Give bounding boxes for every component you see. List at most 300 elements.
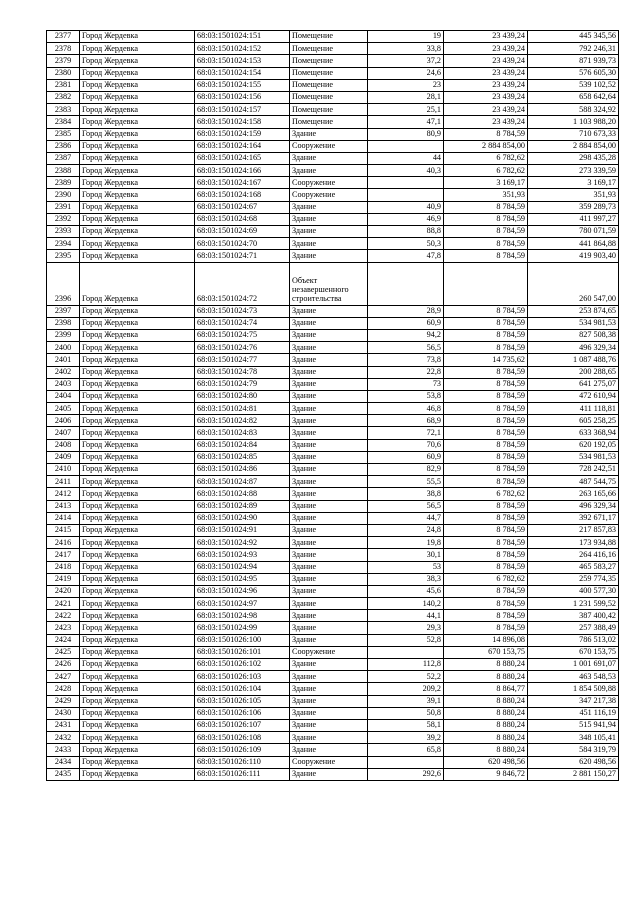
table-row [47, 524, 619, 536]
object-type-cell: Здание [290, 317, 368, 329]
unit-value-cell: 8 784,59 [444, 390, 528, 402]
cadastral-value-cell: 1 001 691,07 [528, 659, 619, 671]
object-type-cell: Сооружение [290, 140, 368, 152]
unit-value-cell: 23 439,24 [444, 55, 528, 67]
table-row [47, 354, 619, 366]
object-type-cell: Здание [290, 500, 368, 512]
row-number-cell: 2428 [47, 683, 80, 695]
object-type-cell: Здание [290, 226, 368, 238]
unit-value-cell: 6 782,62 [444, 488, 528, 500]
table-row [47, 226, 619, 238]
table-row [47, 55, 619, 67]
row-number-cell: 2408 [47, 439, 80, 451]
table-row [47, 140, 619, 152]
locality-cell: Город Жердевка [80, 317, 195, 329]
cadastral-number-cell: 68:03:1501024:151 [195, 31, 290, 43]
table-row [47, 610, 619, 622]
unit-value-cell: 23 439,24 [444, 91, 528, 103]
object-type-cell: Здание [290, 165, 368, 177]
cadastral-number-cell: 68:03:1501024:96 [195, 585, 290, 597]
locality-cell: Город Жердевка [80, 744, 195, 756]
table-row [47, 262, 619, 305]
unit-value-cell: 2 884 854,00 [444, 140, 528, 152]
table-row [47, 177, 619, 189]
object-type-cell: Здание [290, 427, 368, 439]
area-cell: 58,1 [368, 719, 444, 731]
cadastral-number-cell: 68:03:1501024:156 [195, 91, 290, 103]
table-row [47, 671, 619, 683]
area-cell: 24,8 [368, 524, 444, 536]
table-row [47, 549, 619, 561]
area-cell: 19 [368, 31, 444, 43]
cadastral-value-cell: 588 324,92 [528, 104, 619, 116]
cadastral-number-cell: 68:03:1501024:91 [195, 524, 290, 536]
area-cell: 73 [368, 378, 444, 390]
cadastral-value-cell: 359 289,73 [528, 201, 619, 213]
locality-cell: Город Жердевка [80, 512, 195, 524]
area-cell: 60,9 [368, 317, 444, 329]
cadastral-number-cell: 68:03:1501024:154 [195, 67, 290, 79]
row-number-cell: 2419 [47, 573, 80, 585]
cadastral-number-cell: 68:03:1501026:101 [195, 646, 290, 658]
unit-value-cell: 670 153,75 [444, 646, 528, 658]
unit-value-cell: 8 784,59 [444, 585, 528, 597]
cadastral-value-cell: 347 217,38 [528, 695, 619, 707]
area-cell: 22,8 [368, 366, 444, 378]
locality-cell: Город Жердевка [80, 634, 195, 646]
object-type-cell: Здание [290, 732, 368, 744]
row-number-cell: 2420 [47, 585, 80, 597]
unit-value-cell: 8 784,59 [444, 537, 528, 549]
row-number-cell: 2429 [47, 695, 80, 707]
table-row [47, 329, 619, 341]
unit-value-cell: 8 784,59 [444, 226, 528, 238]
unit-value-cell: 8 784,59 [444, 250, 528, 262]
cadastral-number-cell: 68:03:1501024:164 [195, 140, 290, 152]
row-number-cell: 2395 [47, 250, 80, 262]
cadastral-number-cell: 68:03:1501024:77 [195, 354, 290, 366]
table-row [47, 598, 619, 610]
cadastral-value-cell: 264 416,16 [528, 549, 619, 561]
cadastral-value-cell: 534 981,53 [528, 451, 619, 463]
cadastral-value-cell: 260 547,00 [528, 262, 619, 305]
locality-cell: Город Жердевка [80, 226, 195, 238]
locality-cell: Город Жердевка [80, 732, 195, 744]
cadastral-number-cell: 68:03:1501024:87 [195, 476, 290, 488]
locality-cell: Город Жердевка [80, 451, 195, 463]
table-row [47, 451, 619, 463]
object-type-cell: Здание [290, 524, 368, 536]
cadastral-number-cell: 68:03:1501024:153 [195, 55, 290, 67]
row-number-cell: 2423 [47, 622, 80, 634]
object-type-cell: Помещение [290, 79, 368, 91]
cadastral-number-cell: 68:03:1501024:95 [195, 573, 290, 585]
cadastral-number-cell: 68:03:1501026:105 [195, 695, 290, 707]
cadastral-value-cell: 419 903,40 [528, 250, 619, 262]
area-cell: 19,8 [368, 537, 444, 549]
cadastral-number-cell: 68:03:1501024:97 [195, 598, 290, 610]
cadastral-value-cell: 1 854 509,88 [528, 683, 619, 695]
row-number-cell: 2412 [47, 488, 80, 500]
locality-cell: Город Жердевка [80, 561, 195, 573]
table-row [47, 488, 619, 500]
area-cell: 39,1 [368, 695, 444, 707]
cadastral-value-cell: 620 498,56 [528, 756, 619, 768]
row-number-cell: 2380 [47, 67, 80, 79]
unit-value-cell: 8 784,59 [444, 366, 528, 378]
area-cell: 24,6 [368, 67, 444, 79]
unit-value-cell: 14 896,08 [444, 634, 528, 646]
table-row [47, 756, 619, 768]
unit-value-cell: 8 880,24 [444, 732, 528, 744]
row-number-cell: 2425 [47, 646, 80, 658]
cadastral-number-cell: 68:03:1501024:79 [195, 378, 290, 390]
unit-value-cell: 3 169,17 [444, 177, 528, 189]
area-cell: 25,1 [368, 104, 444, 116]
area-cell: 73,8 [368, 354, 444, 366]
object-type-cell: Здание [290, 329, 368, 341]
area-cell: 68,9 [368, 415, 444, 427]
cadastral-value-cell: 780 071,59 [528, 226, 619, 238]
row-number-cell: 2402 [47, 366, 80, 378]
row-number-cell: 2413 [47, 500, 80, 512]
locality-cell: Город Жердевка [80, 695, 195, 707]
area-cell [368, 646, 444, 658]
table-row [47, 91, 619, 103]
row-number-cell: 2417 [47, 549, 80, 561]
object-type-cell: Здание [290, 707, 368, 719]
object-type-cell: Здание [290, 342, 368, 354]
area-cell: 28,9 [368, 305, 444, 317]
object-type-cell: Здание [290, 585, 368, 597]
cadastral-value-cell: 392 671,17 [528, 512, 619, 524]
locality-cell: Город Жердевка [80, 524, 195, 536]
unit-value-cell: 8 784,59 [444, 622, 528, 634]
object-type-cell: Помещение [290, 116, 368, 128]
unit-value-cell: 6 782,62 [444, 165, 528, 177]
table-row [47, 31, 619, 43]
locality-cell: Город Жердевка [80, 719, 195, 731]
cadastral-value-cell: 515 941,94 [528, 719, 619, 731]
locality-cell: Город Жердевка [80, 585, 195, 597]
row-number-cell: 2418 [47, 561, 80, 573]
locality-cell: Город Жердевка [80, 671, 195, 683]
cadastral-value-cell: 605 258,25 [528, 415, 619, 427]
cadastral-value-cell: 670 153,75 [528, 646, 619, 658]
object-type-cell: Здание [290, 201, 368, 213]
cadastral-value-cell: 411 997,27 [528, 213, 619, 225]
locality-cell: Город Жердевка [80, 598, 195, 610]
row-number-cell: 2398 [47, 317, 80, 329]
cadastral-value-cell: 400 577,30 [528, 585, 619, 597]
object-type-cell: Здание [290, 634, 368, 646]
cadastral-value-cell: 451 116,19 [528, 707, 619, 719]
locality-cell: Город Жердевка [80, 165, 195, 177]
table-row [47, 67, 619, 79]
row-number-cell: 2382 [47, 91, 80, 103]
area-cell: 112,8 [368, 659, 444, 671]
row-number-cell: 2406 [47, 415, 80, 427]
object-type-cell: Здание [290, 488, 368, 500]
table-row [47, 659, 619, 671]
cadastral-value-cell: 584 319,79 [528, 744, 619, 756]
row-number-cell: 2433 [47, 744, 80, 756]
object-type-cell: Объект незавершенного строительства [290, 262, 368, 305]
row-number-cell: 2411 [47, 476, 80, 488]
object-type-cell: Здание [290, 719, 368, 731]
area-cell: 52,8 [368, 634, 444, 646]
locality-cell: Город Жердевка [80, 646, 195, 658]
row-number-cell: 2407 [47, 427, 80, 439]
table-row [47, 317, 619, 329]
cadastral-value-cell: 1 103 988,20 [528, 116, 619, 128]
table-row [47, 707, 619, 719]
cadastral-value-cell: 441 864,88 [528, 238, 619, 250]
row-number-cell: 2400 [47, 342, 80, 354]
table-row [47, 305, 619, 317]
unit-value-cell: 23 439,24 [444, 43, 528, 55]
cadastral-number-cell: 68:03:1501024:70 [195, 238, 290, 250]
table-row [47, 390, 619, 402]
object-type-cell: Здание [290, 598, 368, 610]
area-cell: 60,9 [368, 451, 444, 463]
area-cell: 292,6 [368, 768, 444, 780]
area-cell: 46,8 [368, 403, 444, 415]
object-type-cell: Здание [290, 390, 368, 402]
table-row [47, 427, 619, 439]
locality-cell: Город Жердевка [80, 427, 195, 439]
object-type-cell: Здание [290, 250, 368, 262]
locality-cell: Город Жердевка [80, 342, 195, 354]
cadastral-value-cell: 2 884 854,00 [528, 140, 619, 152]
unit-value-cell: 23 439,24 [444, 104, 528, 116]
cadastral-value-cell: 263 165,66 [528, 488, 619, 500]
locality-cell: Город Жердевка [80, 476, 195, 488]
unit-value-cell: 23 439,24 [444, 31, 528, 43]
area-cell [368, 189, 444, 201]
object-type-cell: Помещение [290, 55, 368, 67]
cadastral-value-cell: 411 118,81 [528, 403, 619, 415]
cadastral-value-cell: 200 288,65 [528, 366, 619, 378]
cadastral-value-cell: 351,93 [528, 189, 619, 201]
cadastral-number-cell: 68:03:1501024:98 [195, 610, 290, 622]
cadastral-value-cell: 1 231 599,52 [528, 598, 619, 610]
table-row [47, 79, 619, 91]
cadastral-number-cell: 68:03:1501024:93 [195, 549, 290, 561]
area-cell: 38,8 [368, 488, 444, 500]
object-type-cell: Помещение [290, 67, 368, 79]
cadastral-value-cell: 633 368,94 [528, 427, 619, 439]
area-cell: 72,1 [368, 427, 444, 439]
unit-value-cell: 8 784,59 [444, 598, 528, 610]
object-type-cell: Здание [290, 610, 368, 622]
cadastral-value-cell: 641 275,07 [528, 378, 619, 390]
row-number-cell: 2416 [47, 537, 80, 549]
unit-value-cell: 8 880,24 [444, 707, 528, 719]
cadastral-value-cell: 257 388,49 [528, 622, 619, 634]
cadastral-number-cell: 68:03:1501024:158 [195, 116, 290, 128]
unit-value-cell: 8 784,59 [444, 213, 528, 225]
row-number-cell: 2435 [47, 768, 80, 780]
area-cell: 39,2 [368, 732, 444, 744]
area-cell: 82,9 [368, 464, 444, 476]
object-type-cell: Здание [290, 128, 368, 140]
locality-cell: Город Жердевка [80, 31, 195, 43]
table-row [47, 476, 619, 488]
cadastral-number-cell: 68:03:1501024:75 [195, 329, 290, 341]
locality-cell: Город Жердевка [80, 189, 195, 201]
locality-cell: Город Жердевка [80, 707, 195, 719]
cadastral-value-cell: 496 329,34 [528, 500, 619, 512]
row-number-cell: 2403 [47, 378, 80, 390]
table-body [47, 31, 619, 781]
locality-cell: Город Жердевка [80, 305, 195, 317]
cadastral-value-cell: 487 544,75 [528, 476, 619, 488]
cadastral-value-cell: 387 400,42 [528, 610, 619, 622]
cadastral-value-cell: 827 508,38 [528, 329, 619, 341]
object-type-cell: Здание [290, 573, 368, 585]
unit-value-cell: 8 784,59 [444, 427, 528, 439]
row-number-cell: 2421 [47, 598, 80, 610]
cadastral-number-cell: 68:03:1501024:88 [195, 488, 290, 500]
cadastral-value-cell: 259 774,35 [528, 573, 619, 585]
area-cell: 50,8 [368, 707, 444, 719]
object-type-cell: Здание [290, 152, 368, 164]
locality-cell: Город Жердевка [80, 390, 195, 402]
area-cell: 23 [368, 79, 444, 91]
unit-value-cell: 23 439,24 [444, 116, 528, 128]
table-row [47, 768, 619, 780]
area-cell: 55,5 [368, 476, 444, 488]
cadastral-value-cell: 534 981,53 [528, 317, 619, 329]
cadastral-number-cell: 68:03:1501024:74 [195, 317, 290, 329]
object-type-cell: Здание [290, 671, 368, 683]
object-type-cell: Помещение [290, 43, 368, 55]
object-type-cell: Здание [290, 537, 368, 549]
area-cell: 44 [368, 152, 444, 164]
cadastral-value-cell: 472 610,94 [528, 390, 619, 402]
cadastral-number-cell: 68:03:1501024:155 [195, 79, 290, 91]
cadastral-number-cell: 68:03:1501024:76 [195, 342, 290, 354]
row-number-cell: 2389 [47, 177, 80, 189]
row-number-cell: 2397 [47, 305, 80, 317]
unit-value-cell: 8 784,59 [444, 561, 528, 573]
area-cell: 28,1 [368, 91, 444, 103]
area-cell: 140,2 [368, 598, 444, 610]
locality-cell: Город Жердевка [80, 756, 195, 768]
locality-cell: Город Жердевка [80, 213, 195, 225]
table-row [47, 439, 619, 451]
unit-value-cell: 8 784,59 [444, 549, 528, 561]
row-number-cell: 2390 [47, 189, 80, 201]
object-type-cell: Помещение [290, 31, 368, 43]
object-type-cell: Здание [290, 238, 368, 250]
area-cell: 94,2 [368, 329, 444, 341]
row-number-cell: 2399 [47, 329, 80, 341]
object-type-cell: Здание [290, 464, 368, 476]
object-type-cell: Здание [290, 695, 368, 707]
table-row [47, 238, 619, 250]
area-cell: 52,2 [368, 671, 444, 683]
area-cell: 47,8 [368, 250, 444, 262]
locality-cell: Город Жердевка [80, 201, 195, 213]
cadastral-number-cell: 68:03:1501026:104 [195, 683, 290, 695]
row-number-cell: 2427 [47, 671, 80, 683]
unit-value-cell: 14 735,62 [444, 354, 528, 366]
cadastral-value-cell: 710 673,33 [528, 128, 619, 140]
cadastral-number-cell: 68:03:1501024:157 [195, 104, 290, 116]
locality-cell: Город Жердевка [80, 366, 195, 378]
row-number-cell: 2377 [47, 31, 80, 43]
object-type-cell: Здание [290, 378, 368, 390]
unit-value-cell: 8 784,59 [444, 128, 528, 140]
cadastral-number-cell: 68:03:1501024:166 [195, 165, 290, 177]
object-type-cell: Здание [290, 744, 368, 756]
locality-cell: Город Жердевка [80, 140, 195, 152]
row-number-cell: 2383 [47, 104, 80, 116]
row-number-cell: 2384 [47, 116, 80, 128]
locality-cell: Город Жердевка [80, 250, 195, 262]
row-number-cell: 2415 [47, 524, 80, 536]
row-number-cell: 2410 [47, 464, 80, 476]
locality-cell: Город Жердевка [80, 238, 195, 250]
cadastral-value-cell: 620 192,05 [528, 439, 619, 451]
cadastral-number-cell: 68:03:1501026:110 [195, 756, 290, 768]
locality-cell: Город Жердевка [80, 549, 195, 561]
unit-value-cell: 8 784,59 [444, 415, 528, 427]
unit-value-cell: 6 782,62 [444, 573, 528, 585]
row-number-cell: 2391 [47, 201, 80, 213]
object-type-cell: Здание [290, 213, 368, 225]
cadastral-number-cell: 68:03:1501026:103 [195, 671, 290, 683]
unit-value-cell: 23 439,24 [444, 79, 528, 91]
cadastral-number-cell: 68:03:1501024:73 [195, 305, 290, 317]
unit-value-cell: 8 784,59 [444, 342, 528, 354]
area-cell: 44,1 [368, 610, 444, 622]
cadastral-value-cell: 273 339,59 [528, 165, 619, 177]
cadastral-value-cell: 2 881 150,27 [528, 768, 619, 780]
cadastral-number-cell: 68:03:1501026:111 [195, 768, 290, 780]
object-type-cell: Здание [290, 512, 368, 524]
table-row [47, 573, 619, 585]
unit-value-cell: 8 880,24 [444, 659, 528, 671]
unit-value-cell: 8 784,59 [444, 439, 528, 451]
cadastral-number-cell: 68:03:1501024:82 [195, 415, 290, 427]
cadastral-number-cell: 68:03:1501024:83 [195, 427, 290, 439]
locality-cell: Город Жердевка [80, 43, 195, 55]
cadastral-value-cell: 173 934,88 [528, 537, 619, 549]
table-row [47, 152, 619, 164]
unit-value-cell: 8 784,59 [444, 378, 528, 390]
row-number-cell: 2393 [47, 226, 80, 238]
row-number-cell: 2401 [47, 354, 80, 366]
locality-cell: Город Жердевка [80, 537, 195, 549]
locality-cell: Город Жердевка [80, 500, 195, 512]
table-row [47, 116, 619, 128]
area-cell: 70,6 [368, 439, 444, 451]
row-number-cell: 2424 [47, 634, 80, 646]
cadastral-number-cell: 68:03:1501024:85 [195, 451, 290, 463]
area-cell: 53 [368, 561, 444, 573]
row-number-cell: 2396 [47, 262, 80, 305]
locality-cell: Город Жердевка [80, 104, 195, 116]
row-number-cell: 2404 [47, 390, 80, 402]
object-type-cell: Сооружение [290, 756, 368, 768]
unit-value-cell: 8 880,24 [444, 719, 528, 731]
unit-value-cell: 8 784,59 [444, 317, 528, 329]
cadastral-value-cell: 496 329,34 [528, 342, 619, 354]
object-type-cell: Здание [290, 683, 368, 695]
